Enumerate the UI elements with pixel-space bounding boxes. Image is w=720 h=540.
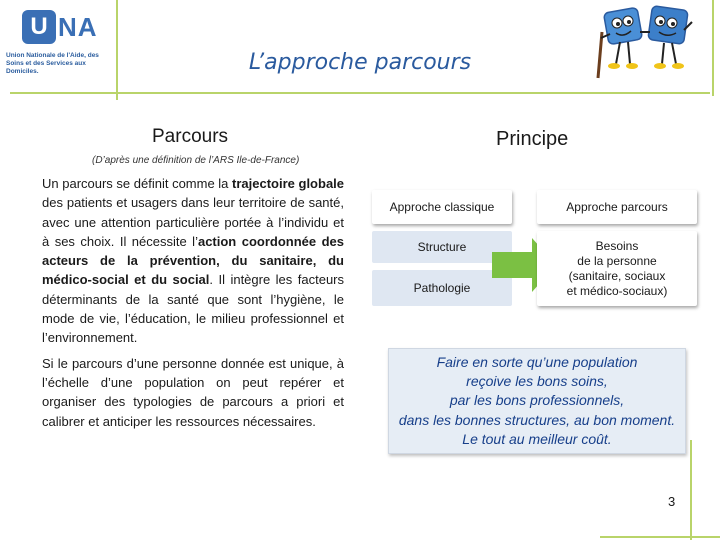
heading-principe: Principe — [496, 128, 569, 150]
definition-text-run: Un parcours se définit comme la — [42, 176, 233, 191]
pathologie-label: Pathologie — [413, 281, 471, 295]
structure-box — [372, 231, 512, 263]
callout-line: Faire en sorte qu’une population — [436, 353, 638, 370]
slide-title: L’approche parcours — [248, 50, 472, 75]
population-paragraph: Si le parcours d’une personne donnée est unique, à l’échelle d’une population on peut repérer et organiser des typologies de parcours a priori et calibrer et anticiper les ressources nécessaires. — [42, 355, 344, 429]
needs-line: (sanitaire, sociaux — [568, 268, 666, 283]
classic-approach-label: Approche classique — [389, 200, 495, 214]
needs-line: Besoins — [595, 238, 639, 253]
goal-callout — [388, 348, 686, 454]
emphasis-text: trajectoire globale — [232, 176, 345, 191]
structure-label: Structure — [417, 240, 467, 254]
heading-parcours: Parcours — [152, 126, 229, 147]
divider-left — [116, 0, 118, 100]
divider-bottom-right — [690, 440, 692, 540]
logo-letter: U — [30, 13, 48, 40]
classic-approach-box — [372, 190, 512, 224]
emphasis-text: action coordonnée des acteurs de la prévention, du sanitaire, du médico-social et du social — [42, 233, 344, 288]
definition-paragraph — [42, 174, 344, 348]
logo-mark — [22, 10, 56, 44]
callout-line: Le tout au meilleur coût. — [462, 430, 612, 447]
divider-top — [10, 92, 710, 94]
mascot-illustration — [592, 2, 698, 82]
needs-lines — [567, 239, 668, 299]
definition-text — [42, 174, 344, 437]
definition-text-run: des patients et usagers dans leur territoire de santé, avec une attention particulière portée à l’individu et à ses choix. Il nécessite l’ — [42, 195, 344, 249]
page-number: 3 — [668, 494, 676, 509]
callout-line: reçoive les bons soins, — [466, 373, 608, 390]
needs-line: et médico-sociaux) — [566, 283, 668, 298]
parcours-approach-box — [537, 190, 697, 224]
source-note: (D’après une définition de l’ARS Ile-de-France) — [92, 155, 300, 166]
logo-text: NA — [58, 12, 98, 42]
needs-line: de la personne — [577, 253, 657, 268]
callout-line: dans les bonnes structures, au bon moment. — [398, 411, 676, 428]
parcours-approach-label: Approche parcours — [566, 200, 668, 214]
definition-text-run: . Il intègre les facteurs déterminants de la santé que sont l’hygiène, le mode de vie, l’éducation, le milieu professionnel et l’environnement. — [42, 272, 345, 346]
divider-right — [712, 0, 714, 96]
divider-bottom — [600, 536, 720, 538]
callout-line: par les bons professionnels, — [449, 392, 625, 409]
una-logo — [22, 10, 98, 44]
logo-subtitle: Union Nationale de l'Aide, des Soins et des Services aux Domiciles. — [6, 52, 99, 75]
needs-box — [537, 231, 697, 306]
pathologie-box — [372, 270, 512, 306]
